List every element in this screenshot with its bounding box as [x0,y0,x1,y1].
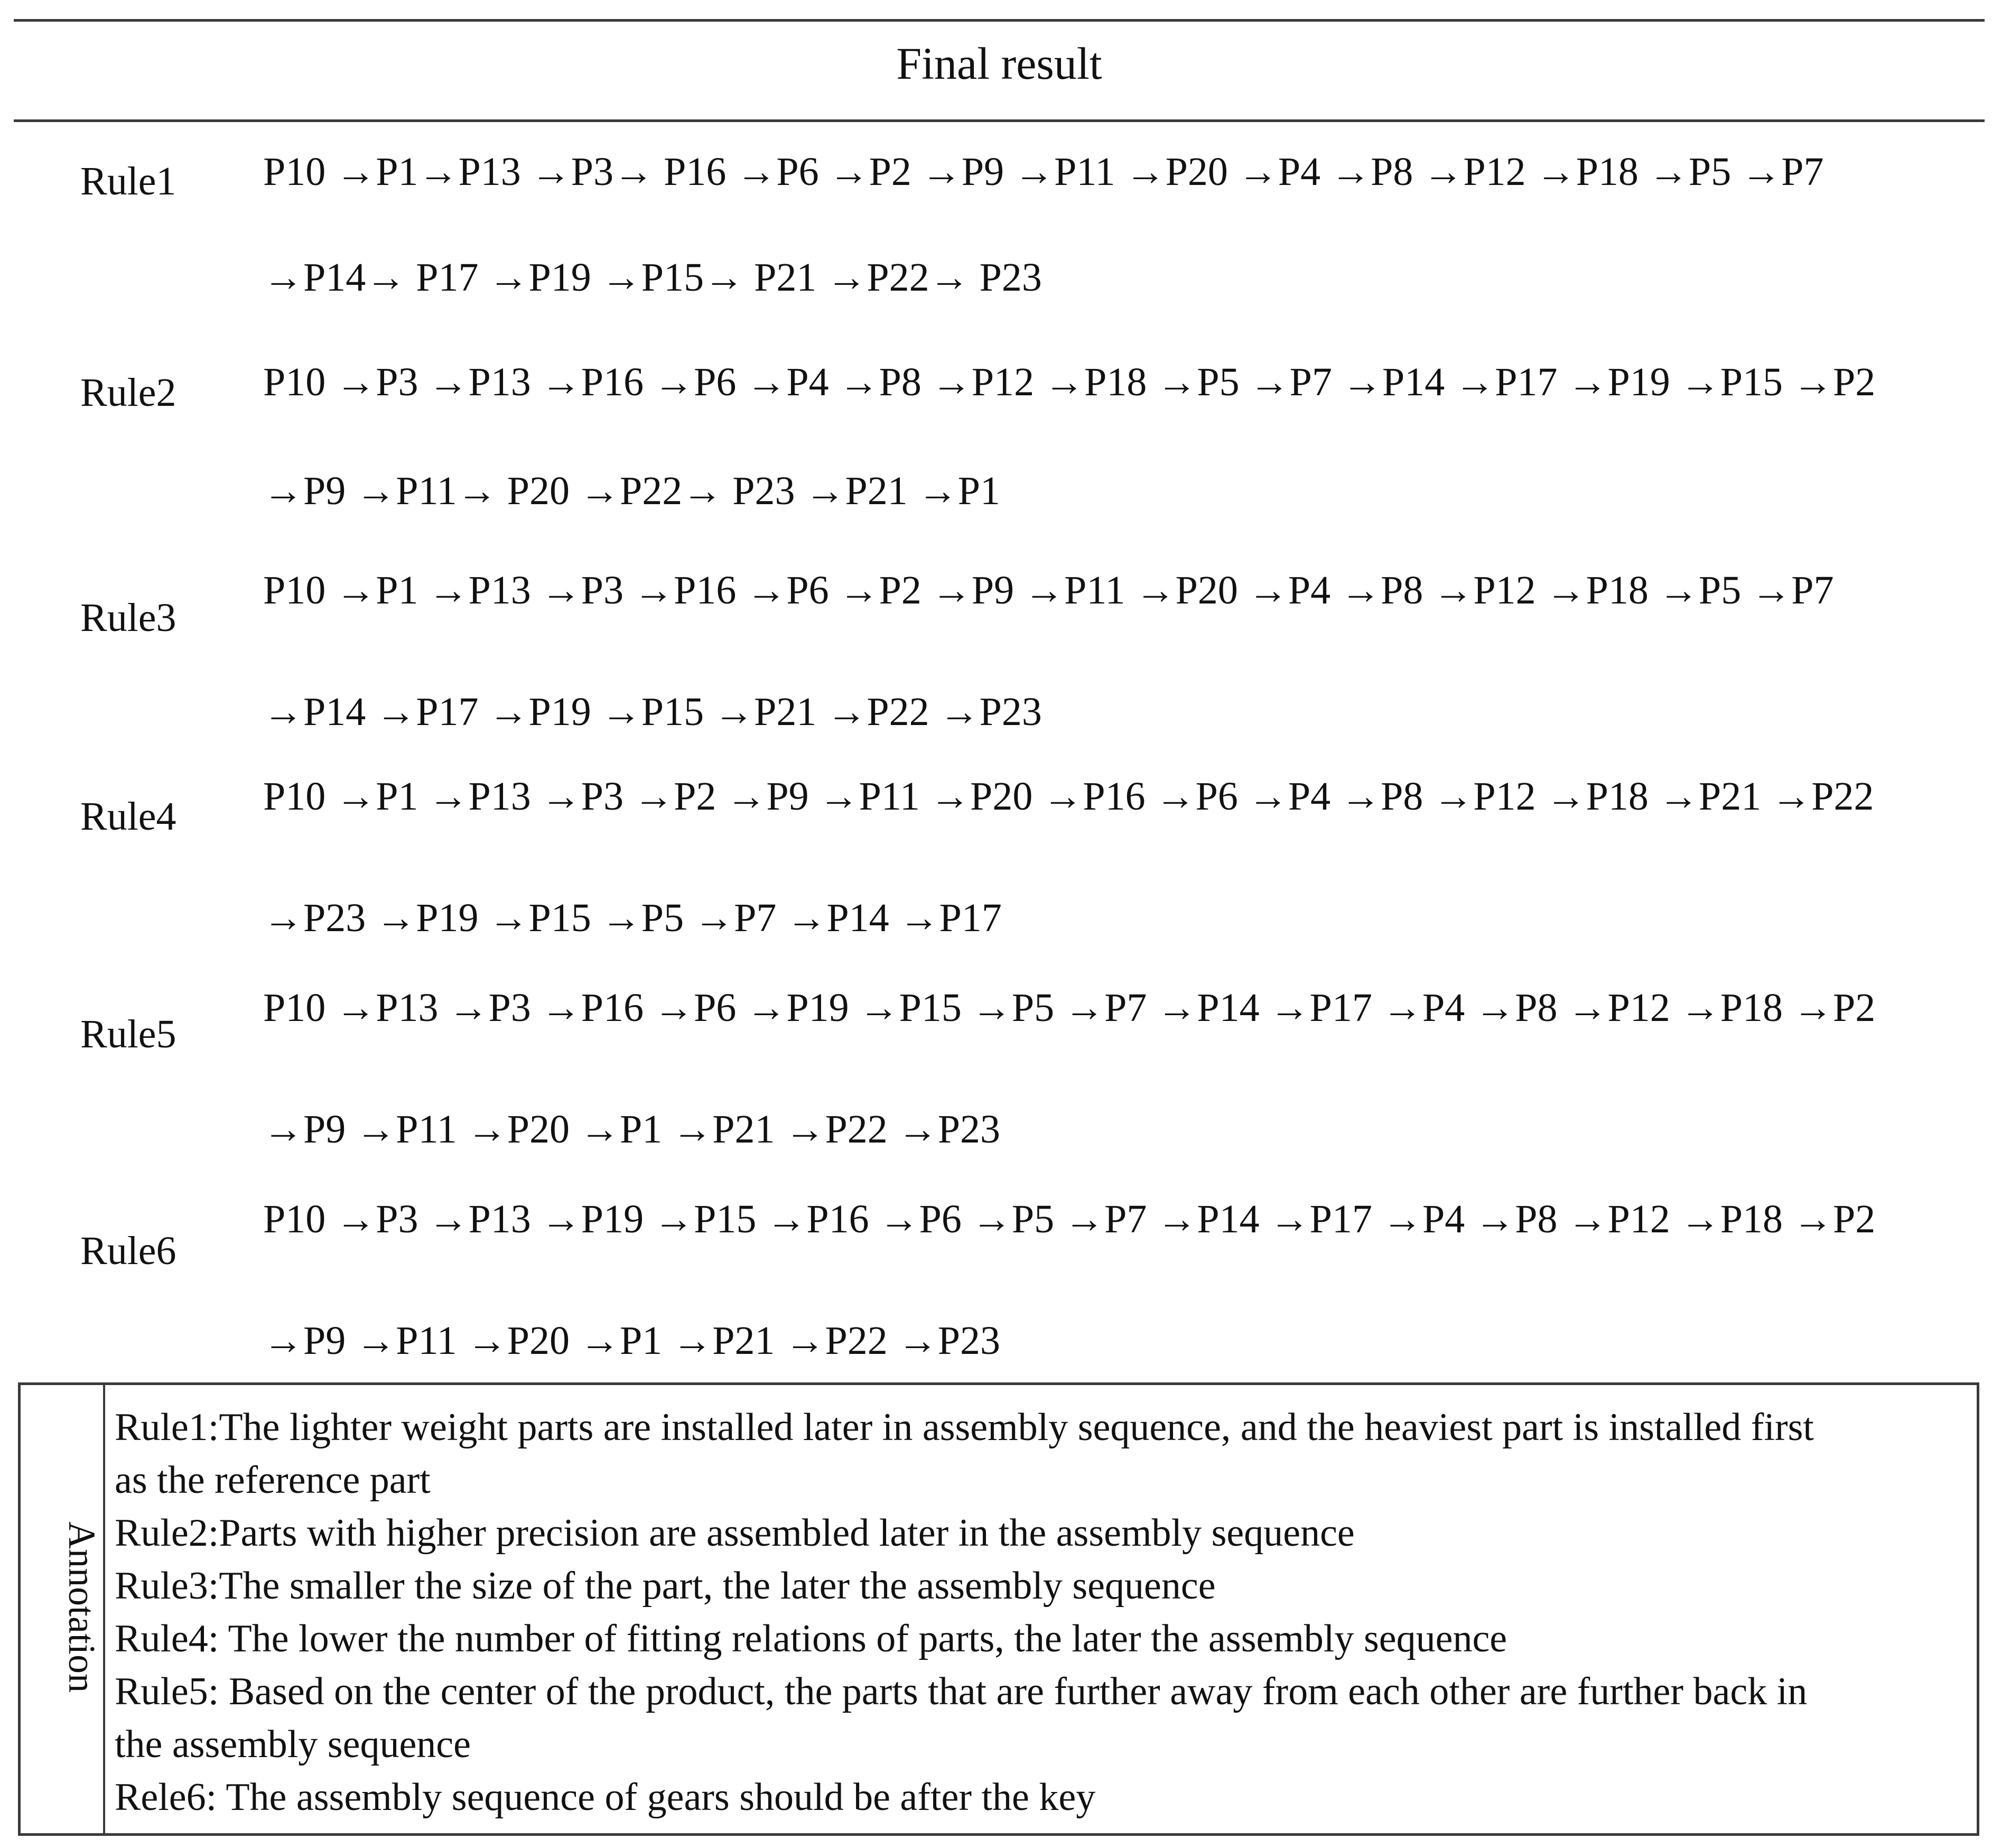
rule6-sequence-line1: P10 →P3 →P13 →P19 →P15 →P16 →P6 →P5 →P7 →P14 →P17 →P4 →P8 →P12 →P18 →P2 [263,1197,1876,1241]
rule3-sequence-line2: →P14 →P17 →P19 →P15 →P21 →P22 →P23 [263,690,1042,734]
annotation-line: Rele6: The assembly sequence of gears should be after the key [115,1776,1096,1819]
annotation-line: Rule3:The smaller the size of the part, the later the assembly sequence [115,1564,1216,1608]
rule1-label: Rule1 [80,159,176,203]
rule3-sequence-line1: P10 →P1 →P13 →P3 →P16 →P6 →P2 →P9 →P11 →P20 →P4 →P8 →P12 →P18 →P5 →P7 [263,568,1834,612]
annotation-line: the assembly sequence [115,1723,471,1766]
table-header-title: Final result [896,38,1102,89]
annotation-label: Annotation [61,1521,103,1693]
annotation-line: Rule1:The lighter weight parts are installed later in assembly sequence, and the heaviest part is installed first [115,1406,1814,1449]
rule4-sequence-line1: P10 →P1 →P13 →P3 →P2 →P9 →P11 →P20 →P16 →P6 →P4 →P8 →P12 →P18 →P21 →P22 [263,774,1874,819]
rule4-sequence-line2: →P23 →P19 →P15 →P5 →P7 →P14 →P17 [263,896,1002,940]
rule2-sequence-line2: →P9 →P11→ P20 →P22→ P23 →P21 →P1 [263,469,1001,513]
annotation-line: Rule2:Parts with higher precision are assembled later in the assembly sequence [115,1511,1355,1555]
annotation-line: Rule5: Based on the center of the product, the parts that are further away from each other are further back in [115,1670,1808,1713]
table-header-rule [14,119,1985,122]
rule5-sequence-line1: P10 →P13 →P3 →P16 →P6 →P19 →P15 →P5 →P7 →P14 →P17 →P4 →P8 →P12 →P18 →P2 [263,986,1876,1030]
annotation-line: Rule4: The lower the number of fitting relations of parts, the later the assembly sequence [115,1617,1507,1660]
rule1-sequence-line1: P10 →P1→P13 →P3→ P16 →P6 →P2 →P9 →P11 →P20 →P4 →P8 →P12 →P18 →P5 →P7 [263,150,1824,194]
annotation-divider [103,1385,105,1833]
annotation-line: as the reference part [115,1459,431,1502]
rule2-label: Rule2 [80,370,176,415]
rule1-sequence-line2: →P14→ P17 →P19 →P15→ P21 →P22→ P23 [263,255,1042,300]
table-top-rule [14,19,1985,22]
rule4-label: Rule4 [80,794,176,839]
rule2-sequence-line1: P10 →P3 →P13 →P16 →P6 →P4 →P8 →P12 →P18 →P5 →P7 →P14 →P17 →P19 →P15 →P2 [263,360,1876,404]
rule3-label: Rule3 [80,596,176,640]
rule6-label: Rule6 [80,1229,176,1273]
annotation-box [18,1382,1979,1836]
rule6-sequence-line2: →P9 →P11 →P20 →P1 →P21 →P22 →P23 [263,1318,1001,1363]
rule5-sequence-line2: →P9 →P11 →P20 →P1 →P21 →P22 →P23 [263,1107,1001,1151]
annotation-text [115,1401,1969,1824]
rule5-label: Rule5 [80,1012,176,1056]
